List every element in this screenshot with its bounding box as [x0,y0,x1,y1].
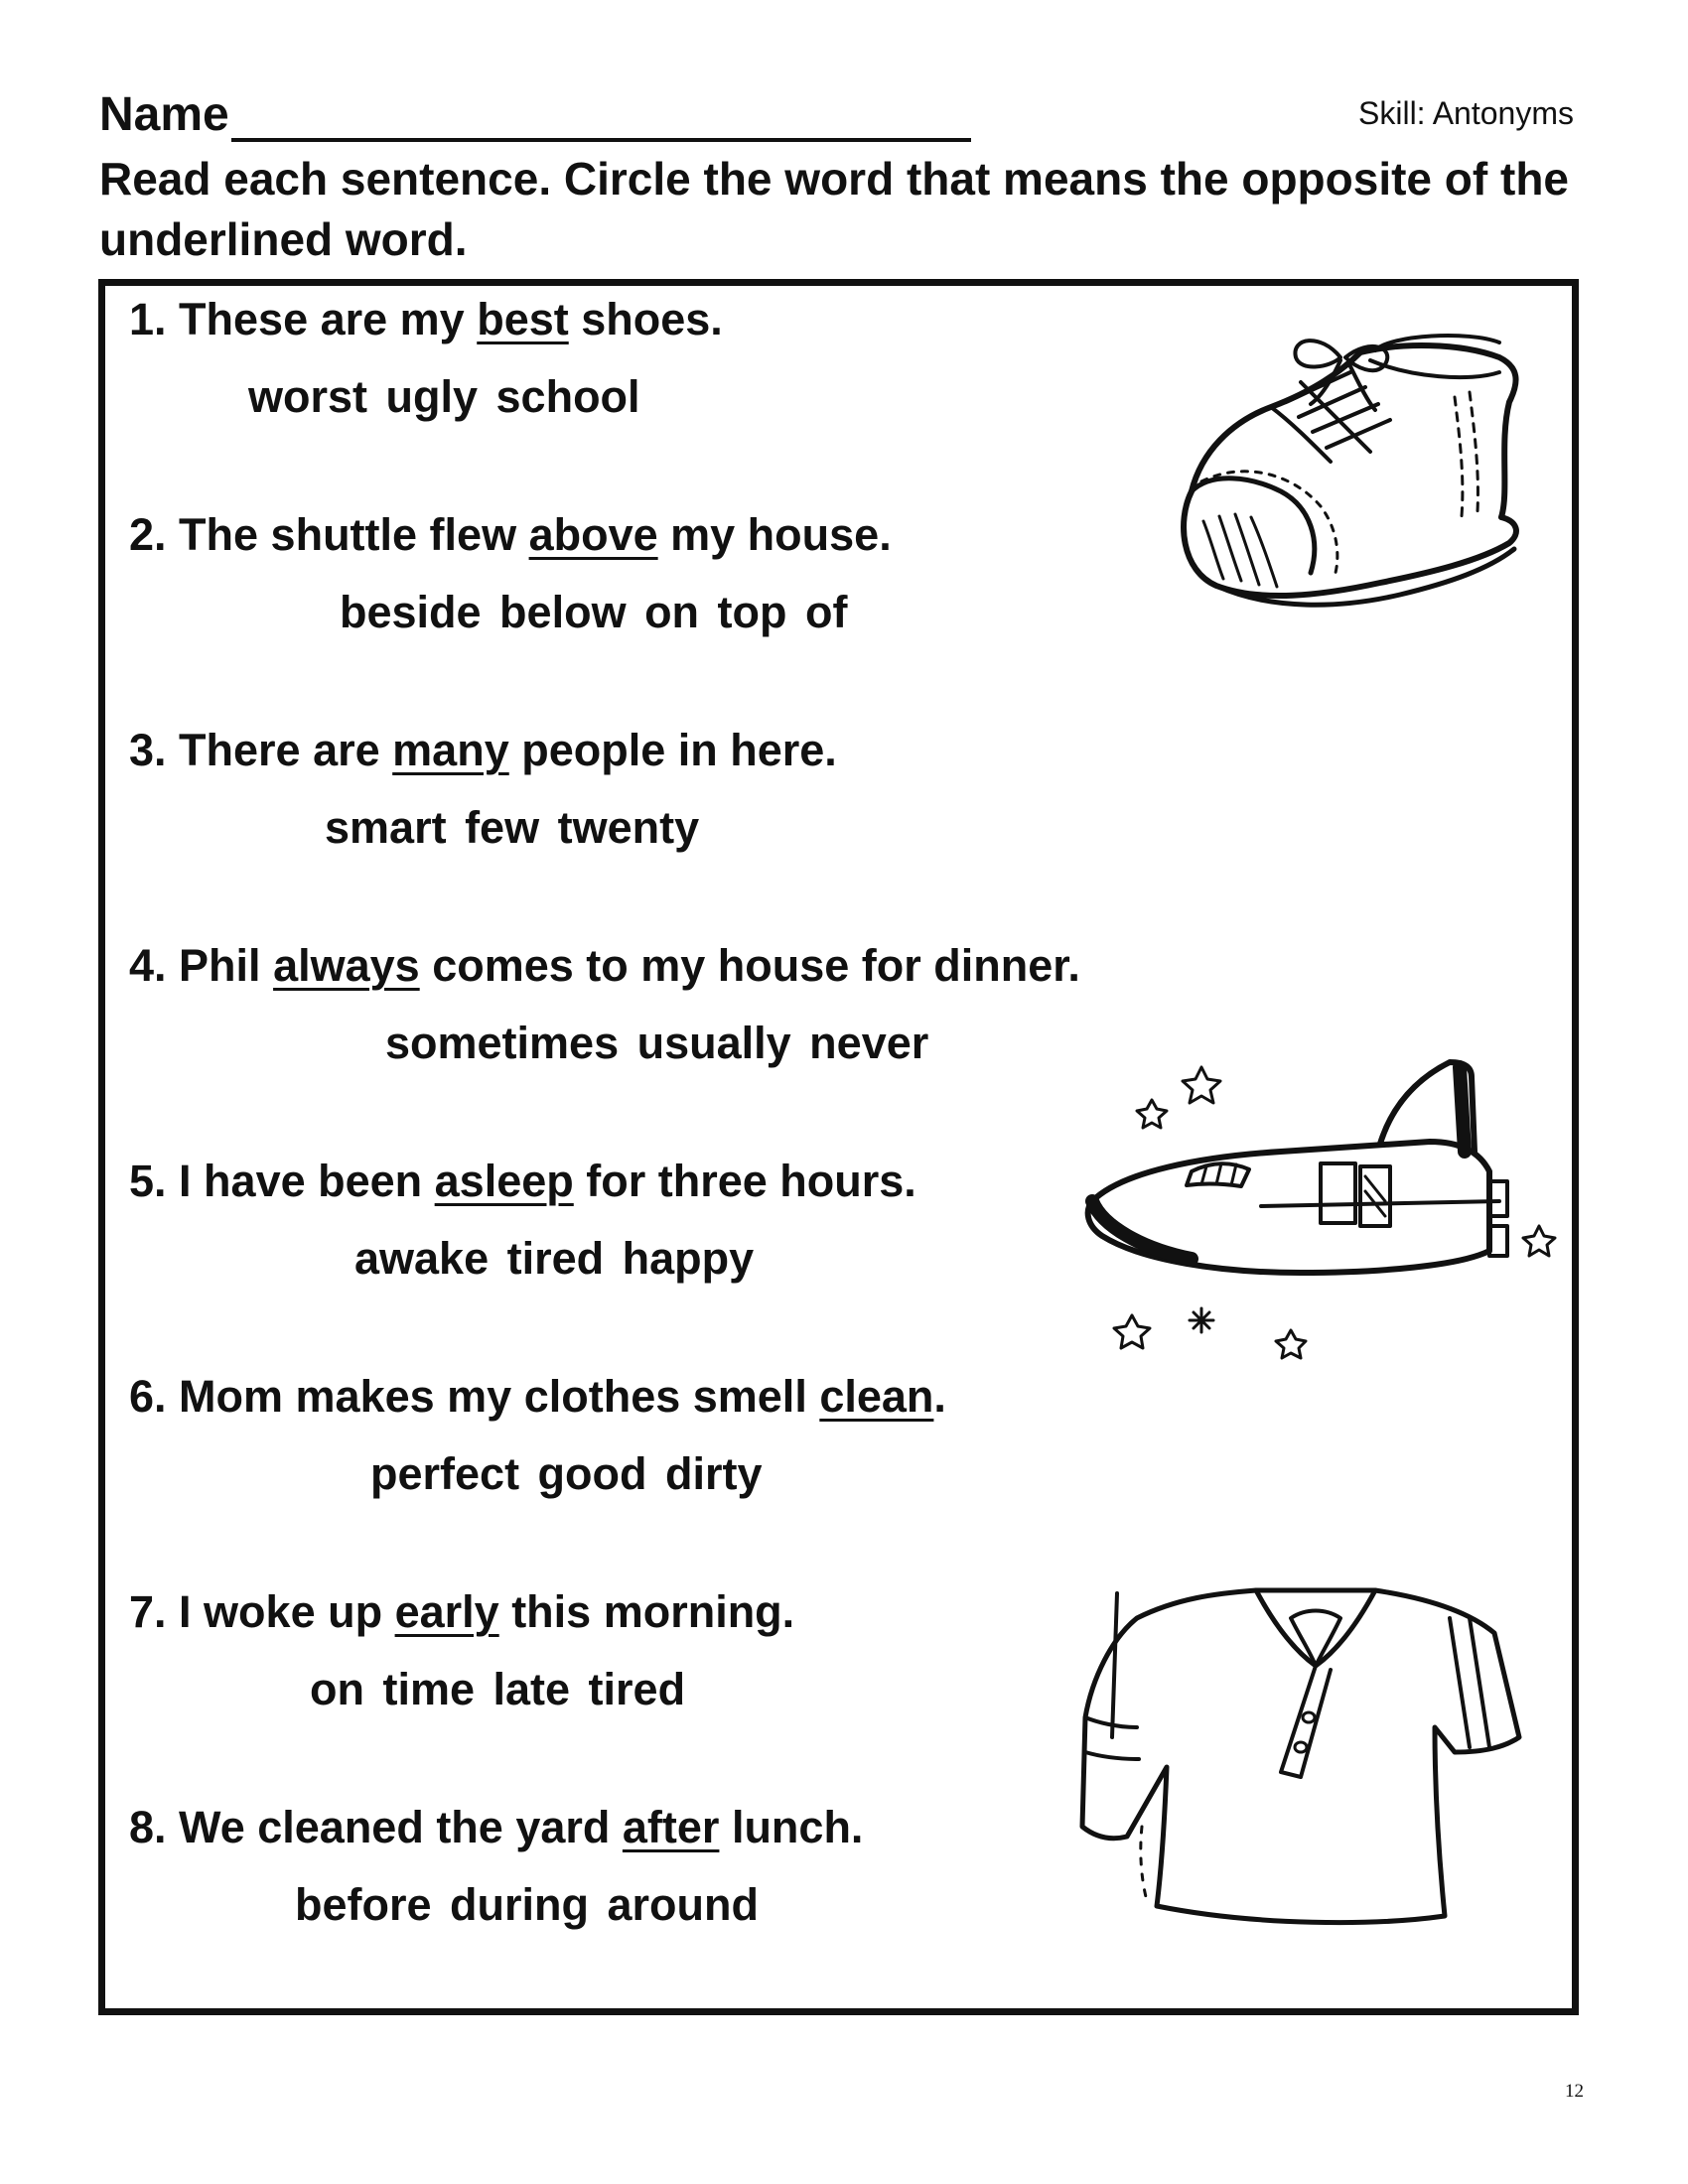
page-number: 12 [1565,2081,1584,2102]
choices-8[interactable]: before during around [295,1879,759,1930]
underlined-word: above [528,509,658,560]
name-blank-line[interactable] [231,92,971,142]
skill-label: Skill: Antonyms [1358,95,1574,131]
instructions: Read each sentence. Circle the word that means the opposite of the underlined word. [99,153,1569,265]
question-1: 1. These are my best shoes. [129,294,723,344]
question-2: 2. The shuttle flew above my house. [129,509,892,560]
choices-7[interactable]: on time late tired [310,1664,686,1714]
underlined-word: many [392,725,509,775]
question-3: 3. There are many people in here. [129,725,837,775]
name-label: Name [99,88,229,141]
underlined-word: always [273,940,420,991]
underlined-word: clean [819,1371,934,1422]
choices-5[interactable]: awake tired happy [354,1233,755,1284]
choices-4[interactable]: sometimes usually never [385,1018,929,1068]
choices-3[interactable]: smart few twenty [325,802,700,853]
choices-1[interactable]: worst ugly school [248,371,640,422]
question-7: 7. I woke up early this morning. [129,1586,795,1637]
name-field [99,87,971,142]
underlined-word: after [622,1802,720,1852]
choices-6[interactable]: perfect good dirty [370,1448,763,1499]
shirt-illustration [1077,1578,1544,1936]
underlined-word: asleep [434,1156,574,1206]
question-5: 5. I have been asleep for three hours. [129,1156,916,1206]
choices-2[interactable]: beside below on top of [340,587,848,637]
space-shuttle-illustration [1082,1052,1579,1370]
underlined-word: best [477,294,569,344]
shoe-illustration [1172,313,1529,630]
question-8: 8. We cleaned the yard after lunch. [129,1802,864,1852]
question-6: 6. Mom makes my clothes smell clean. [129,1371,946,1422]
underlined-word: early [394,1586,499,1637]
question-4: 4. Phil always comes to my house for dinner. [129,940,1080,991]
